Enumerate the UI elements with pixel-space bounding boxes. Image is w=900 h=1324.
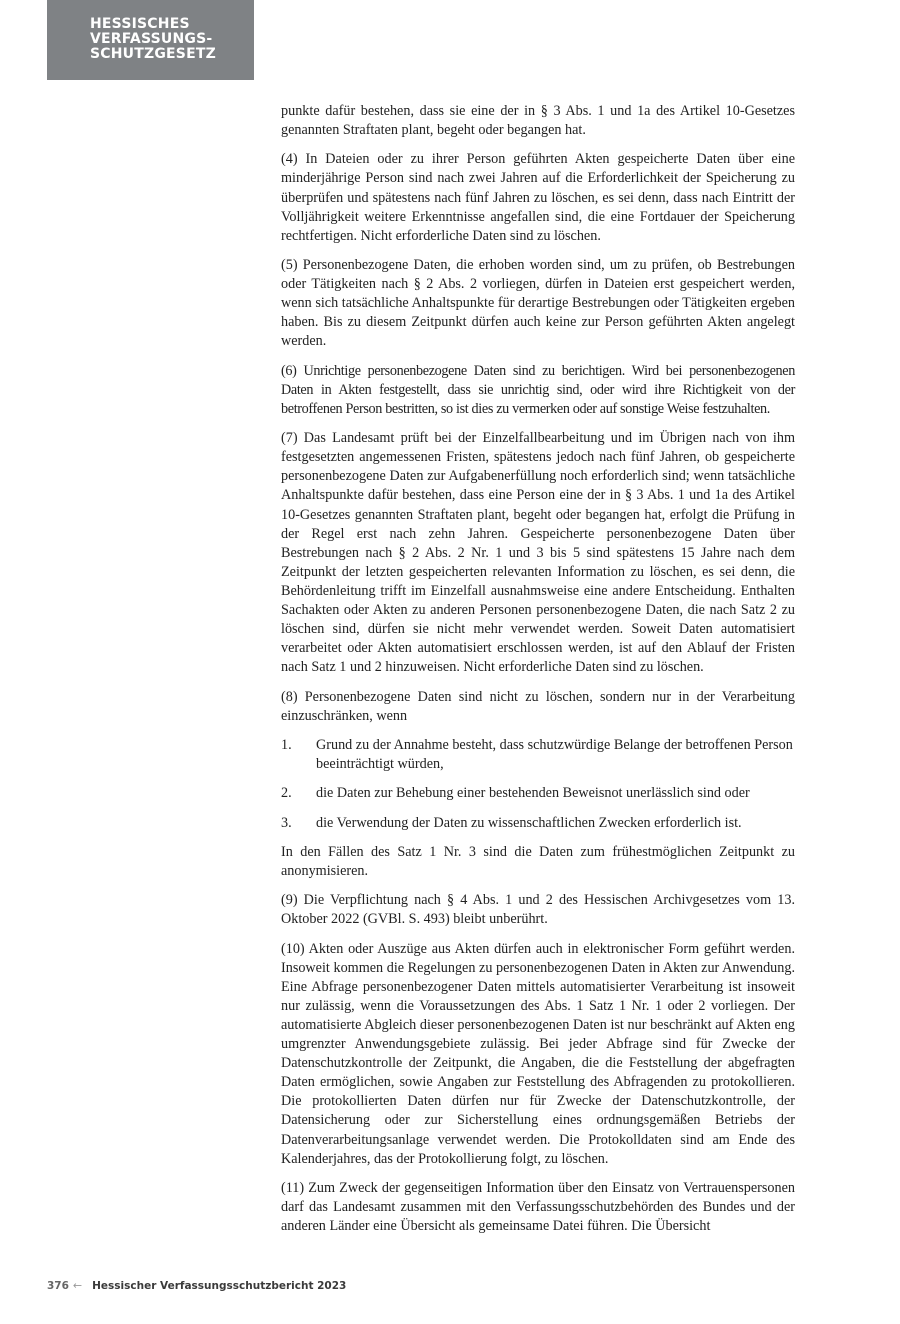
paragraph-8: (8) Personenbezogene Daten sind nicht zu löschen, sondern nur in der Verarbeitung einzuschränken, wenn xyxy=(281,688,795,724)
page-number: 376 xyxy=(47,1279,69,1292)
list-item-number: 1. xyxy=(281,736,292,753)
paragraph-8-closing: In den Fällen des Satz 1 Nr. 3 sind die Daten zum frühestmöglichen Zeitpunkt zu anonymisieren. xyxy=(281,843,795,879)
list-item-text: Grund zu der Annahme besteht, dass schutzwürdige Belange der betroffenen Person beeinträchtigt würden, xyxy=(316,736,793,773)
section-header xyxy=(47,0,254,80)
paragraph-4: (4) In Dateien oder zu ihrer Person geführten Akten gespeicherte Daten über eine minderjährige Person sind nach zwei Jahren auf die Erforderlichkeit der Speicherung zu überprüfen und spätestens nach fünf Jahren zu löschen, es sei denn, dass nach Eintritt der Volljährigkeit weitere Erkenntnisse angefallen sind, die eine Fortdauer der Speicherung rechtfertigen. Nicht erforderliche Daten sind zu löschen. xyxy=(281,151,795,244)
list-item-text: die Daten zur Behebung einer bestehenden Beweisnot unerlässlich sind oder xyxy=(316,785,750,802)
list-item xyxy=(281,784,795,803)
list-item-number: 2. xyxy=(281,785,292,802)
section-header-line-2: VERFASSUNGS- xyxy=(90,31,213,47)
section-header-line-3: SCHUTZGESETZ xyxy=(90,46,216,62)
page-footer xyxy=(47,1279,346,1292)
list-item xyxy=(281,814,795,833)
paragraph-9: (9) Die Verpflichtung nach § 4 Abs. 1 und 2 des Hessischen Archivgesetzes vom 13. Oktober 2022 (GVBl. S. 493) bleibt unberührt. xyxy=(281,892,795,928)
paragraph-6: (6) Unrichtige personenbezogene Daten sind zu berichtigen. Wird bei personenbezogenen Daten in Akten festgestellt, dass sie unrichtig sind, oder wird ihre Richtigkeit von der betroffenen Person bestritten, so ist dies zu vermerken oder auf sonstige Weise festzuhalten. xyxy=(281,362,795,417)
list-item-text: die Verwendung der Daten zu wissenschaftlichen Zwecken erforderlich ist. xyxy=(316,814,742,831)
paragraph-11: (11) Zum Zweck der gegenseitigen Information über den Einsatz von Vertrauenspersonen darf das Landesamt zusammen mit den Verfassungsschutzbehörden des Bundes und der anderen Länder eine Übersicht als gemeinsame Datei führen. Die Übersicht xyxy=(281,1179,795,1235)
paragraph-continuation: punkte dafür bestehen, dass sie eine der in § 3 Abs. 1 und 1a des Artikel 10-Gesetzes genannten Straftaten plant, begeht oder begangen hat. xyxy=(281,103,795,139)
body-text xyxy=(281,102,795,1246)
paragraph-10: (10) Akten oder Auszüge aus Akten dürfen auch in elektronischer Form geführt werden. Insoweit kommen die Regelungen zu personenbezogenen Daten in Akten zur Anwendung. Eine Abfrage personenbezogener Daten mittels automatisierter Verarbeitung ist insoweit nur zulässig, wenn die Voraussetzungen des Abs. 1 Satz 1 Nr. 1 oder 2 vorliegen. Der automatisierte Abgleich dieser personenbezogenen Daten ist nur beschränkt auf Akten eng umgrenzter Anwendungsgebiete zulässig. Bei jeder Abfrage sind für Zwecke der Datenschutzkontrolle der Zeitpunkt, die Angaben, die die Feststellung der abgefragten Daten ermöglichen, sowie Angaben zur Feststellung des Abfragenden zu protokollieren. Die protokollierten Daten dürfen nur für Zwecke der Datenschutzkontrolle, der Datensicherung oder zur Sicherstellung eines ordnungsgemäßen Betriebs der Datenverarbeitungsanlage verwendet werden. Die Protokolldaten sind am Ende des Kalenderjahres, das der Protokollierung folgt, zu löschen. xyxy=(281,940,795,1167)
list-item xyxy=(281,736,795,774)
list-item-number: 3. xyxy=(281,814,292,831)
footer-title: Hessischer Verfassungsschutzbericht 2023 xyxy=(92,1279,347,1292)
paragraph-7: (7) Das Landesamt prüft bei der Einzelfallbearbeitung und im Übrigen nach von ihm festgesetzten angemessenen Fristen, spätestens jedoch nach fünf Jahren, ob gespeicherte personenbezogene Daten zur Aufgabenerfüllung noch erforderlich sind; wenn tatsächliche Anhaltspunkte dafür bestehen, dass eine Person eine der in § 3 Abs. 1 und 1a des Artikel 10-Gesetzes genannten Straftaten plant, begeht oder begangen hat, erfolgt die Prüfung in der Regel erst nach zehn Jahren. Gespeicherte personenbezogene Daten über Bestrebungen nach § 2 Abs. 2 Nr. 1 und 3 bis 5 sind spätestens 15 Jahre nach dem Zeitpunkt der letzten gespeicherten relevanten Information zu löschen, es sei denn, die Behördenleitung trifft im Einzelfall ausnahmsweise eine andere Entscheidung. Enthalten Sachakten oder Akten zu anderen Personen personenbezogene Daten, die nach Satz 2 zu löschen sind, dürfen sie nicht mehr verwendet werden. Soweit Daten automatisiert verarbeitet oder Akten automatisiert erschlossen werden, ist auf den Ablauf der Fristen nach Satz 1 und 2 hinzuweisen. Nicht erforderliche Daten sind zu löschen. xyxy=(281,430,795,676)
paragraph-5: (5) Personenbezogene Daten, die erhoben worden sind, um zu prüfen, ob Bestrebungen oder Tätigkeiten nach § 2 Abs. 2 vorliegen, dürfen in Dateien erst gespeichert werden, wenn sich tatsächliche Anhaltspunkte für derartige Bestrebungen oder Tätigkeiten ergeben haben. Bis zu diesem Zeitpunkt dürfen auch keine zur Person geführten Akten angelegt werden. xyxy=(281,257,795,350)
arrow-left-icon[interactable]: ← xyxy=(72,1279,83,1292)
section-header-line-1: HESSISCHES xyxy=(90,16,190,32)
